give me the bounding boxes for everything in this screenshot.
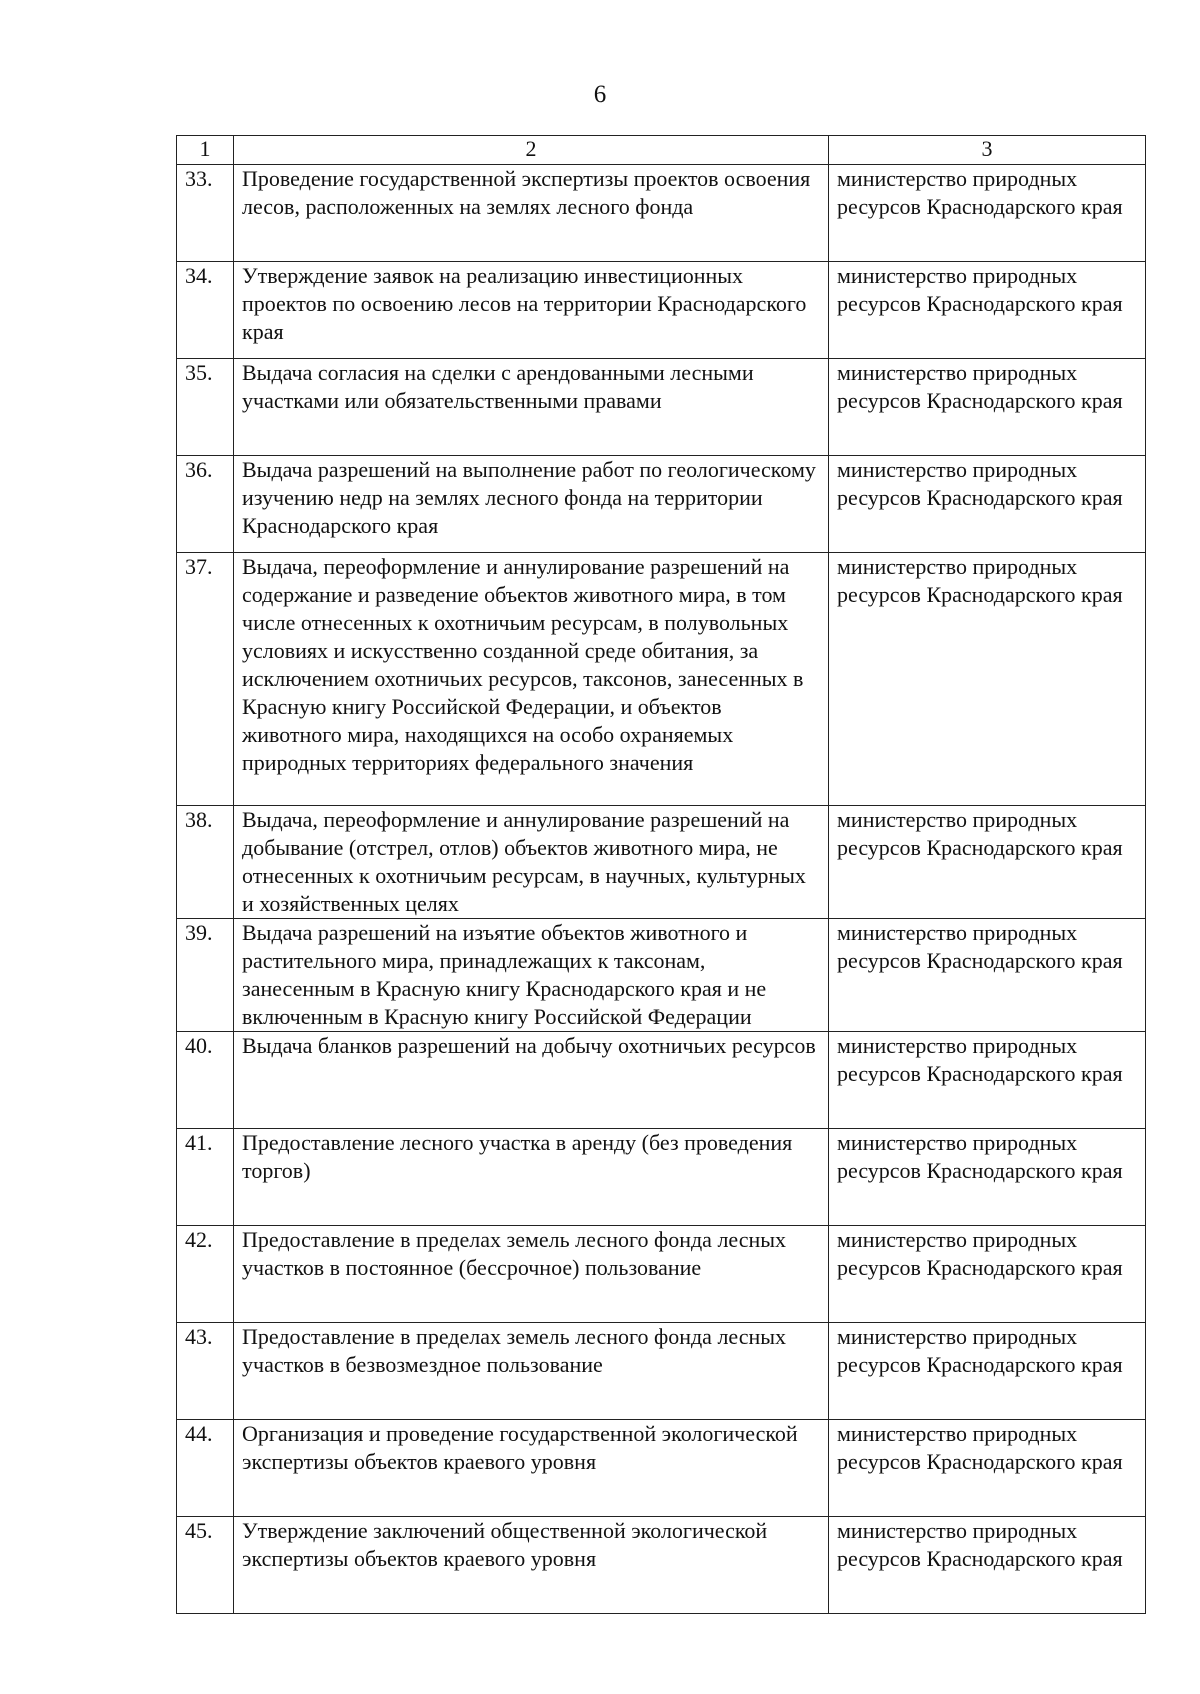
- responsible-agency: министерство природных ресурсов Краснодарского края: [829, 919, 1146, 1032]
- service-name: Предоставление в пределах земель лесного фонда лесных участков в постоянное (бессрочное) пользование: [234, 1226, 829, 1323]
- responsible-agency: министерство природных ресурсов Краснодарского края: [829, 1129, 1146, 1226]
- service-name: Предоставление лесного участка в аренду (без проведения торгов): [234, 1129, 829, 1226]
- table-row: [177, 359, 1146, 456]
- table-row: [177, 1032, 1146, 1129]
- responsible-agency: министерство природных ресурсов Краснодарского края: [829, 262, 1146, 359]
- row-number: 35.: [177, 359, 234, 456]
- page-number: 6: [593, 81, 607, 108]
- column-header-2: 2: [234, 136, 829, 165]
- responsible-agency: министерство природных ресурсов Краснодарского края: [829, 1420, 1146, 1517]
- row-number: 34.: [177, 262, 234, 359]
- row-number: 36.: [177, 456, 234, 553]
- service-name: Организация и проведение государственной экологической экспертизы объектов краевого уровня: [234, 1420, 829, 1517]
- table-row: [177, 1129, 1146, 1226]
- service-name: Проведение государственной экспертизы проектов освоения лесов, расположенных на землях лесного фонда: [234, 165, 829, 262]
- row-number: 44.: [177, 1420, 234, 1517]
- table-row: [177, 1517, 1146, 1614]
- responsible-agency: министерство природных ресурсов Краснодарского края: [829, 165, 1146, 262]
- table-row: [177, 165, 1146, 262]
- table-row: [177, 806, 1146, 919]
- table-row: [177, 262, 1146, 359]
- service-name: Выдача, переоформление и аннулирование разрешений на добывание (отстрел, отлов) объектов животного мира, не отнесенных к охотничьим ресурсам, в научных, культурных и хозяйственных целях: [234, 806, 829, 919]
- row-number: 40.: [177, 1032, 234, 1129]
- table-row: [177, 919, 1146, 1032]
- service-name: Выдача разрешений на изъятие объектов животного и растительного мира, принадлежащих к таксонам, занесенным в Красную книгу Краснодарского края и не включенным в Красную книгу Российской Федерации: [234, 919, 829, 1032]
- responsible-agency: министерство природных ресурсов Краснодарского края: [829, 1032, 1146, 1129]
- row-number: 45.: [177, 1517, 234, 1614]
- table-header-row: [177, 136, 1146, 165]
- row-number: 38.: [177, 806, 234, 919]
- table-row: [177, 456, 1146, 553]
- row-number: 33.: [177, 165, 234, 262]
- service-name: Выдача согласия на сделки с арендованными лесными участками или обязательственными правами: [234, 359, 829, 456]
- row-number: 37.: [177, 553, 234, 806]
- responsible-agency: министерство природных ресурсов Краснодарского края: [829, 806, 1146, 919]
- row-number: 39.: [177, 919, 234, 1032]
- row-number: 42.: [177, 1226, 234, 1323]
- row-number: 41.: [177, 1129, 234, 1226]
- responsible-agency: министерство природных ресурсов Краснодарского края: [829, 1517, 1146, 1614]
- service-name: Выдача, переоформление и аннулирование разрешений на содержание и разведение объектов животного мира, в том числе отнесенных к охотничьим ресурсам, в полувольных условиях и искусственно созданной среде обитания, за исключением охотничьих ресурсов, таксонов, занесенных в Красную книгу Российской Федерации, и объектов животного мира, находящихся на особо охраняемых природных территориях федерального значения: [234, 553, 829, 806]
- service-name: Утверждение заявок на реализацию инвестиционных проектов по освоению лесов на территории Краснодарского края: [234, 262, 829, 359]
- table-row: [177, 553, 1146, 806]
- service-name: Утверждение заключений общественной экологической экспертизы объектов краевого уровня: [234, 1517, 829, 1614]
- column-header-3: 3: [829, 136, 1146, 165]
- table-row: [177, 1420, 1146, 1517]
- responsible-agency: министерство природных ресурсов Краснодарского края: [829, 359, 1146, 456]
- service-name: Выдача бланков разрешений на добычу охотничьих ресурсов: [234, 1032, 829, 1129]
- column-header-1: 1: [177, 136, 234, 165]
- table-row: [177, 1226, 1146, 1323]
- responsible-agency: министерство природных ресурсов Краснодарского края: [829, 456, 1146, 553]
- row-number: 43.: [177, 1323, 234, 1420]
- responsible-agency: министерство природных ресурсов Краснодарского края: [829, 1323, 1146, 1420]
- services-table: [176, 135, 1146, 1614]
- service-name: Выдача разрешений на выполнение работ по геологическому изучению недр на землях лесного фонда на территории Краснодарского края: [234, 456, 829, 553]
- service-name: Предоставление в пределах земель лесного фонда лесных участков в безвозмездное пользование: [234, 1323, 829, 1420]
- responsible-agency: министерство природных ресурсов Краснодарского края: [829, 553, 1146, 806]
- responsible-agency: министерство природных ресурсов Краснодарского края: [829, 1226, 1146, 1323]
- table-row: [177, 1323, 1146, 1420]
